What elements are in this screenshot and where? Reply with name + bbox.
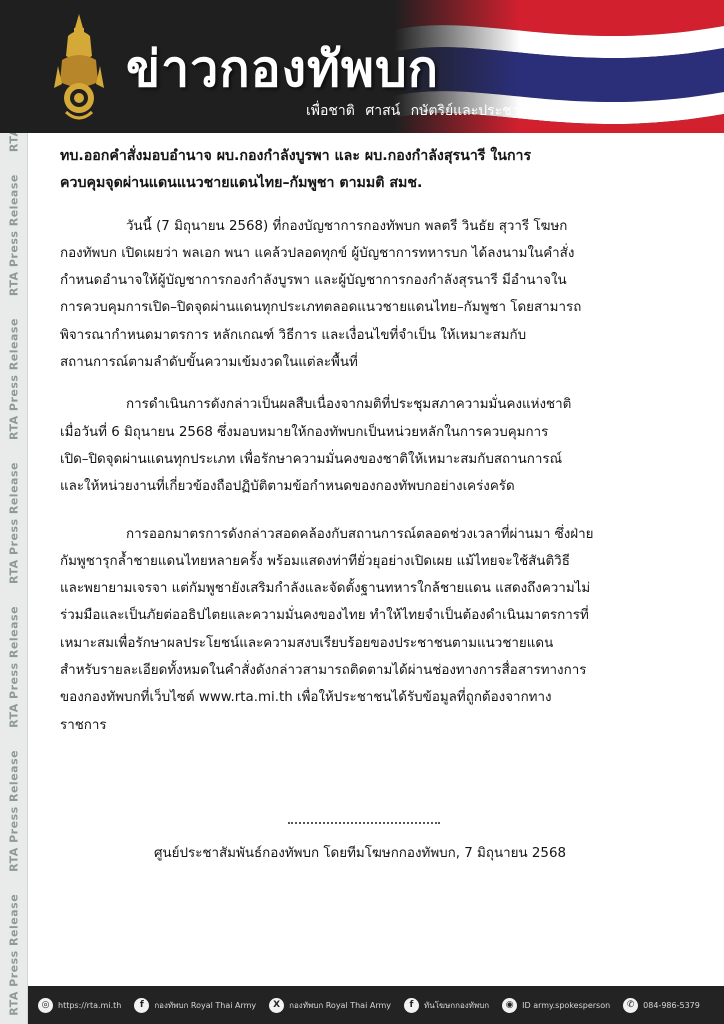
- footer-contact-text: https://rta.mi.th: [58, 1000, 122, 1010]
- signature-divider: [288, 822, 440, 824]
- paragraph-line: การดำเนินการดังกล่าวเป็นผลสืบเนื่องจากมติที่ประชุมสภาความมั่นคงแห่งชาติ: [126, 397, 572, 413]
- footer-contact-bar: [28, 986, 724, 1024]
- footer-contact-item[interactable]: [269, 998, 391, 1013]
- footer-contact-text: ทันโฆษกกองทัพบก: [424, 1000, 490, 1010]
- paragraph-line: วันนี้ (7 มิถุนายน 2568) ที่กองบัญชาการกองทัพบก พลตรี วินธัย สุวารี โฆษก: [126, 218, 568, 234]
- headline-line: ทบ.ออกคำสั่งมอบอำนาจ ผบ.กองกำลังบูรพา และ ผบ.กองกำลังสุรนารี ในการ: [60, 148, 532, 164]
- paragraph-line: การควบคุมการเปิด–ปิดจุดผ่านแดนทุกประเภทตลอดแนวชายแดนไทย–กัมพูชา โดยสามารถ: [60, 300, 582, 316]
- footer-contact-item[interactable]: [502, 998, 610, 1013]
- side-strip-label-repeat: RTA Press Release: [7, 462, 21, 584]
- paragraph-3: [60, 521, 672, 739]
- masthead-motto: เพื่อชาติ ศาสน์ กษัตริย์และประชาชน: [306, 103, 539, 119]
- headline: [60, 143, 672, 198]
- phone-icon: ✆: [623, 998, 638, 1013]
- side-strip-label-repeat: RTA Press Release: [7, 893, 21, 1016]
- facebook-icon: f: [404, 998, 419, 1013]
- footer-contact-item[interactable]: [134, 998, 256, 1013]
- side-strip-label-repeat: RTA Press Release: [7, 174, 21, 297]
- paragraph-line: ร่วมมือและเป็นภัยต่ออธิปไตยและความมั่นคงของไทย ทำให้ไทยจำเป็นต้องดำเนินมาตรการที่: [60, 608, 589, 624]
- paragraph-line: กัมพูชารุกล้ำชายแดนไทยหลายครั้ง พร้อมแสดงท่าทียั่วยุอย่างเปิดเผย แม้ไทยจะใช้สันติวิธี: [60, 553, 570, 569]
- footer-contact-item[interactable]: [623, 998, 700, 1013]
- paragraph-line: การออกมาตรการดังกล่าวสอดคล้องกับสถานการณ์ตลอดช่วงเวลาที่ผ่านมา ซึ่งฝ่าย: [126, 526, 594, 542]
- paragraph-line: เมื่อวันที่ 6 มิถุนายน 2568 ซึ่งมอบหมายให้กองทัพบกเป็นหน่วยหลักในการควบคุมการ: [60, 424, 549, 440]
- side-strip-label-repeat: RTA Press Release: [7, 749, 21, 872]
- paragraph-2: [60, 391, 672, 500]
- royal-thai-army-emblem-icon: [52, 12, 106, 124]
- paragraph-1: [60, 213, 672, 377]
- footer-contact-text: ID army.spokesperson: [522, 1000, 611, 1010]
- signature-line: ศูนย์ประชาสัมพันธ์กองทัพบก โดยทีมโฆษกกองทัพบก, 7 มิถุนายน 2568: [154, 846, 566, 861]
- footer-contact-text: 084-986-5379: [643, 1000, 700, 1010]
- paragraph-line: สำหรับรายละเอียดทั้งหมดในคำสั่งดังกล่าวสามารถติดตามได้ผ่านช่องทางการสื่อสารทางการ: [60, 663, 587, 679]
- paragraph-line: กำหนดอำนาจให้ผู้บัญชาการกองกำลังบูรพา และผู้บัญชาการกองกำลังสุรนารี มีอำนาจใน: [60, 273, 567, 289]
- facebook-icon: f: [134, 998, 149, 1013]
- masthead-title: ข่าวกองทัพบก: [126, 40, 439, 98]
- paragraph-line: ของกองทัพบกที่เว็บไซต์ www.rta.mi.th เพื่อให้ประชาชนได้รับข้อมูลที่ถูกต้องจากทาง: [60, 690, 552, 706]
- headline-line: ควบคุมจุดผ่านแดนแนวชายแดนไทย–กัมพูชา ตามมติ สมช.: [60, 175, 423, 192]
- paragraph-line: สถานการณ์ตามลำดับขั้นความเข้มงวดในแต่ละพื้นที่: [60, 355, 358, 371]
- line-icon: ◉: [502, 998, 517, 1013]
- footer-contact-text: กองทัพบก Royal Thai Army: [154, 1000, 257, 1010]
- side-strip-label: [8, 8, 21, 1016]
- footer-contact-item[interactable]: [38, 998, 121, 1013]
- masthead-header: [0, 0, 724, 133]
- x-icon: X: [269, 998, 284, 1013]
- side-strip-label-repeat: RTA Press Release: [7, 318, 21, 441]
- paragraph-line: เปิด–ปิดจุดผ่านแดนทุกประเภท เพื่อรักษาความมั่นคงของชาติให้เหมาะสมกับสถานการณ์: [60, 451, 563, 467]
- press-release-body: [60, 143, 672, 739]
- footer-contact-item[interactable]: [404, 998, 489, 1013]
- side-strip: [0, 0, 28, 1024]
- paragraph-line: และให้หน่วยงานที่เกี่ยวข้องถือปฏิบัติตามข้อกำหนดของกองทัพบกอย่างเคร่งครัด: [60, 479, 515, 495]
- paragraph-line: และพยายามเจรจา แต่กัมพูชายังเสริมกำลังและจัดตั้งฐานทหารใกล้ชายแดน แสดงถึงความไม่: [60, 581, 591, 597]
- footer-contact-text: กองทัพบก Royal Thai Army: [289, 1000, 391, 1010]
- side-strip-label-repeat: RTA Press Release: [7, 605, 21, 728]
- paragraph-line: ราชการ: [60, 717, 107, 733]
- paragraph-line: กองทัพบก เปิดเผยว่า พลเอก พนา แคล้วปลอดทุกข์ ผู้บัญชาการทหารบก ได้ลงนามในคำสั่ง: [60, 245, 575, 261]
- paragraph-line: เหมาะสมเพื่อรักษาผลประโยชน์และความสงบเรียบร้อยของประชาชนตามแนวชายแดน: [60, 635, 554, 651]
- paragraph-line: พิจารณากำหนดมาตรการ หลักเกณฑ์ วิธีการ และเงื่อนไขที่จำเป็น ให้เหมาะสมกับ: [60, 327, 527, 343]
- globe-icon: ◎: [38, 998, 53, 1013]
